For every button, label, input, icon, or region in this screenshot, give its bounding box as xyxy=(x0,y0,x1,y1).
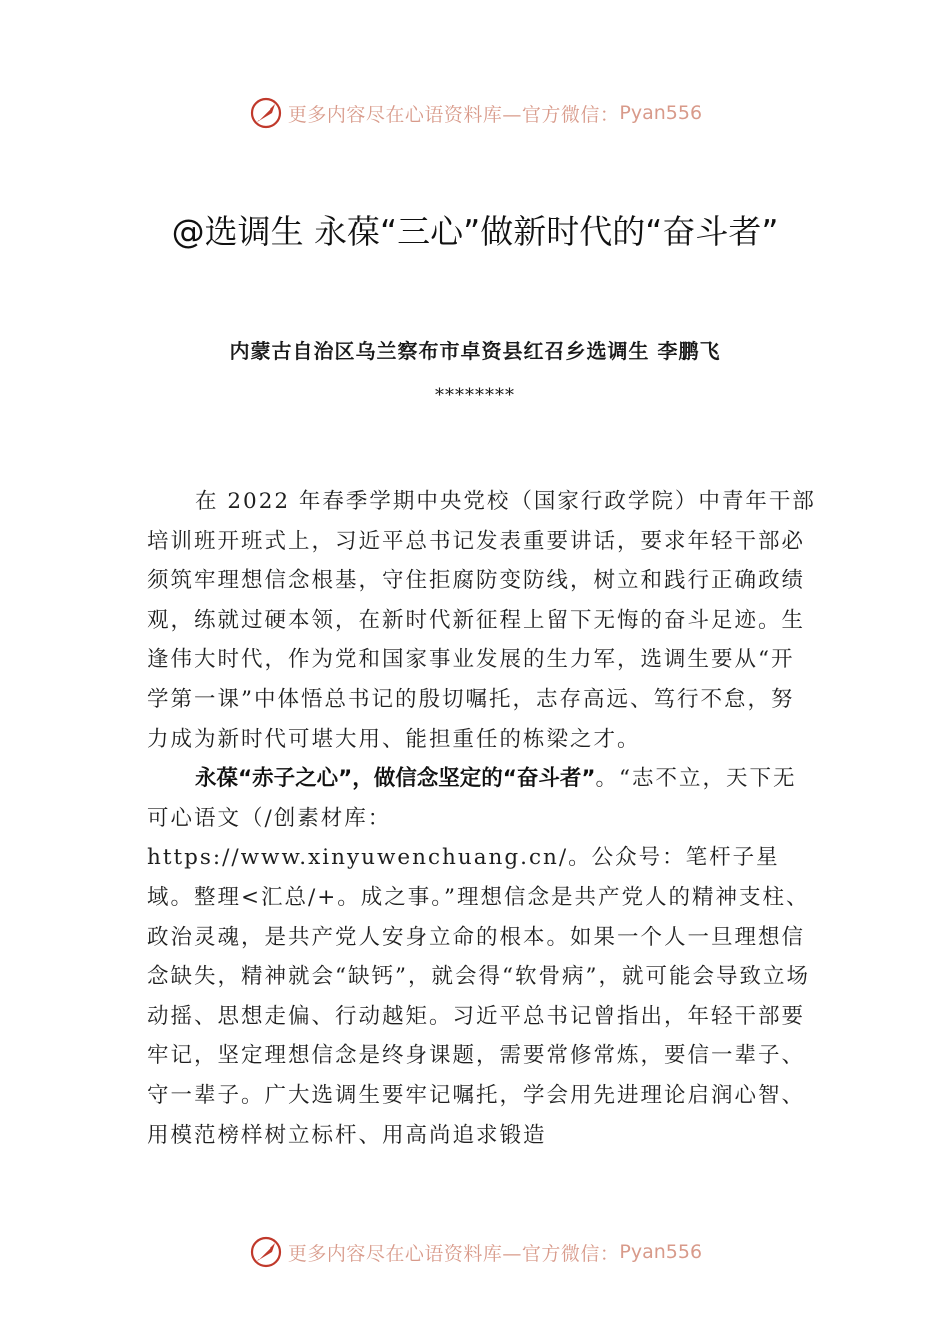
author-line: 内蒙古自治区乌兰察布市卓资县红召乡选调生 李鹏飞 xyxy=(229,339,721,363)
watermark-text: 更多内容尽在心语资料库—官方微信： xyxy=(287,103,620,126)
wechat-id: Pyan556 xyxy=(619,1241,703,1263)
header-watermark-banner xyxy=(0,93,950,133)
paragraph-2 xyxy=(147,759,817,1155)
quill-logo-icon xyxy=(248,1234,284,1270)
wechat-id: Pyan556 xyxy=(619,102,703,124)
paragraph-1: 在 2022 年春季学期中央党校（国家行政学院）中青年干部培训班开班式上，习近平总书记发表重要讲话，要求年轻干部必须筑牢理想信念根基，守住拒腐防变防线，树立和践行正确政绩观，练就过硬本领，在新时代新征程上留下无悔的奋斗足迹。生逢伟大时代，作为党和国家事业发展的生力军，选调生要从“开学第一课”中体悟总书记的殷切嘱托，志存高远、笃行不怠，努力成为新时代可堪大用、能担重任的栋梁之才。 xyxy=(147,489,816,752)
footer-watermark-banner xyxy=(0,1232,950,1272)
watermark-text: 更多内容尽在心语资料库—官方微信： xyxy=(287,1242,620,1265)
article-body xyxy=(147,482,817,1155)
paragraph-2-lead: 永葆“赤子之心”，做信念坚定的“奋斗者” xyxy=(195,766,596,792)
page-title: @选调生 永葆“三心”做新时代的“奋斗者” xyxy=(171,212,779,251)
quill-logo-icon xyxy=(248,95,284,131)
paragraph-2-body: 。“志不立，天下无可心语文（/创素材库：https://www.xinyuwenchuang.cn/。公众号：笔杆子星域。整理<汇总/+。成之事。”理想信念是共产党人的精神支柱、政治灵魂，是共产党人安身立命的根本。如果一个人一旦理想信念缺失，精神就会“缺钙”，就会得“软骨病”，就可能会导致立场动摇、思想走偏、行动越矩。习近平总书记曾指出，年轻干部要牢记，坚定理想信念是终身课题，需要常修常炼，要信一辈子、守一辈子。广大选调生要牢记嘱托，学会用先进理论启润心智、用模范榜样树立标杆、用高尚追求锻造 xyxy=(147,766,810,1148)
separator-line: ******** xyxy=(435,385,515,406)
